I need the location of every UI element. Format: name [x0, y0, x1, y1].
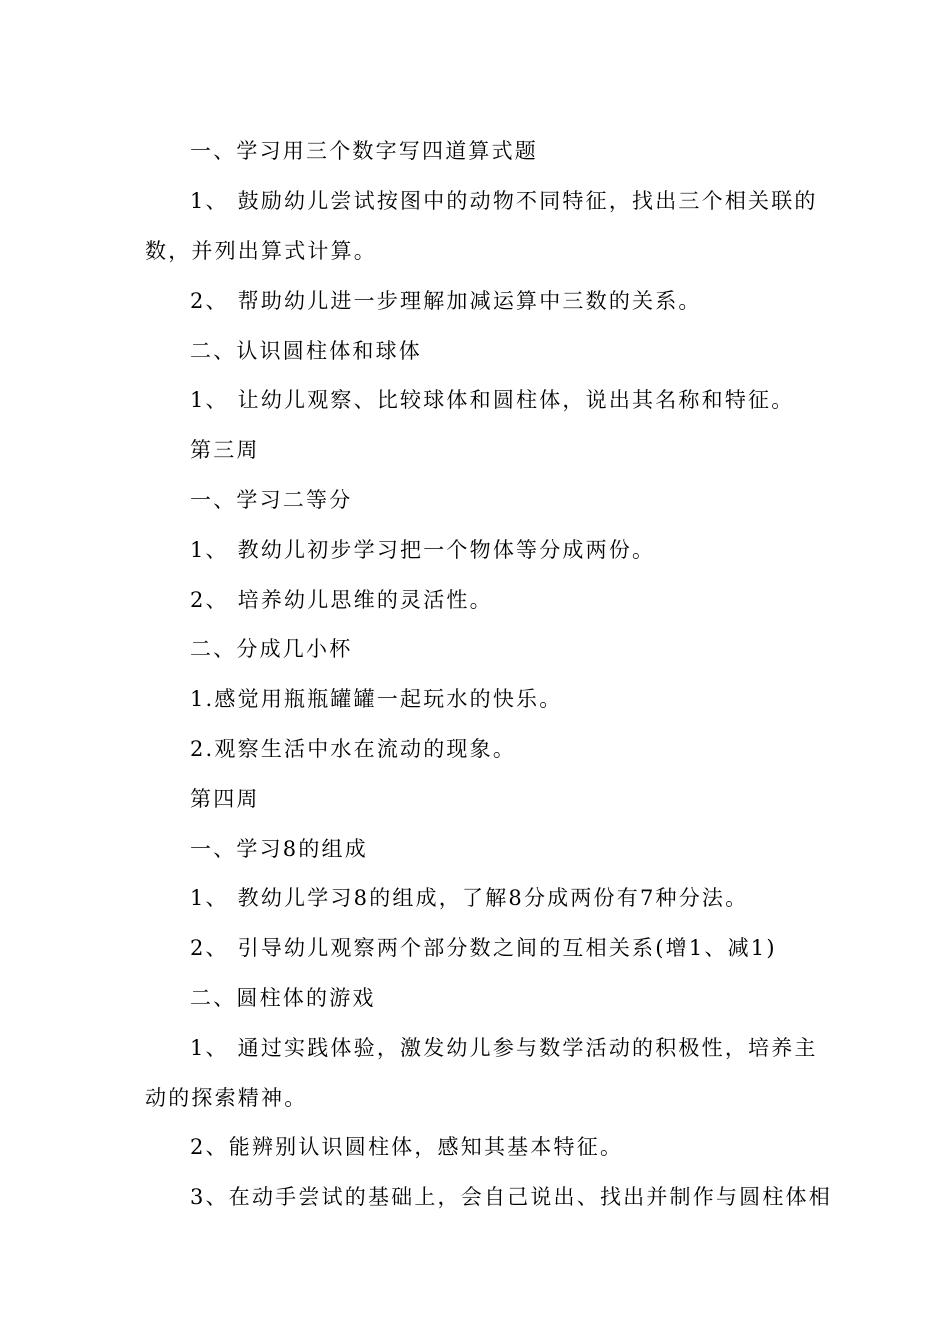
paragraph-line: 1、 通过实践体验，激发幼儿参与数学活动的积极性，培养主 — [190, 1036, 818, 1060]
section-heading: 二、认识圆柱体和球体 — [190, 339, 422, 363]
section-heading: 二、分成几小杯 — [190, 637, 353, 661]
paragraph-line: 2、 培养幼儿思维的灵活性。 — [190, 588, 493, 612]
paragraph-line: 2、能辨别认识圆柱体，感知其基本特征。 — [190, 1135, 624, 1159]
paragraph-line: 2、 帮助幼儿进一步理解加减运算中三数的关系。 — [190, 289, 702, 313]
section-heading: 一、学习二等分 — [190, 488, 353, 512]
paragraph-line: 1.感觉用瓶瓶罐罐一起玩水的快乐。 — [190, 687, 563, 711]
paragraph-line: 3、在动手尝试的基础上，会自己说出、找出并制作与圆柱体相 — [190, 1185, 832, 1209]
paragraph-line: 数，并列出算式计算。 — [145, 239, 377, 263]
section-heading: 一、学习用三个数字写四道算式题 — [190, 139, 538, 163]
paragraph-line: 1、 教幼儿初步学习把一个物体等分成两份。 — [190, 538, 656, 562]
paragraph-line: 1、 让幼儿观察、比较球体和圆柱体，说出其名称和特征。 — [190, 388, 795, 412]
paragraph-line: 1、 教幼儿学习8的组成，了解8分成两份有7种分法。 — [190, 886, 749, 910]
paragraph-line: 动的探索精神。 — [145, 1086, 308, 1110]
section-heading: 一、学习8的组成 — [190, 837, 368, 861]
week-heading: 第四周 — [190, 787, 260, 811]
week-heading: 第三周 — [190, 438, 260, 462]
section-heading: 二、圆柱体的游戏 — [190, 986, 376, 1010]
paragraph-line: 2.观察生活中水在流动的现象。 — [190, 737, 517, 761]
paragraph-line: 1、 鼓励幼儿尝试按图中的动物不同特征，找出三个相关联的 — [190, 189, 818, 213]
paragraph-line: 2、 引导幼儿观察两个部分数之间的互相关系(增1、减1) — [190, 936, 777, 960]
